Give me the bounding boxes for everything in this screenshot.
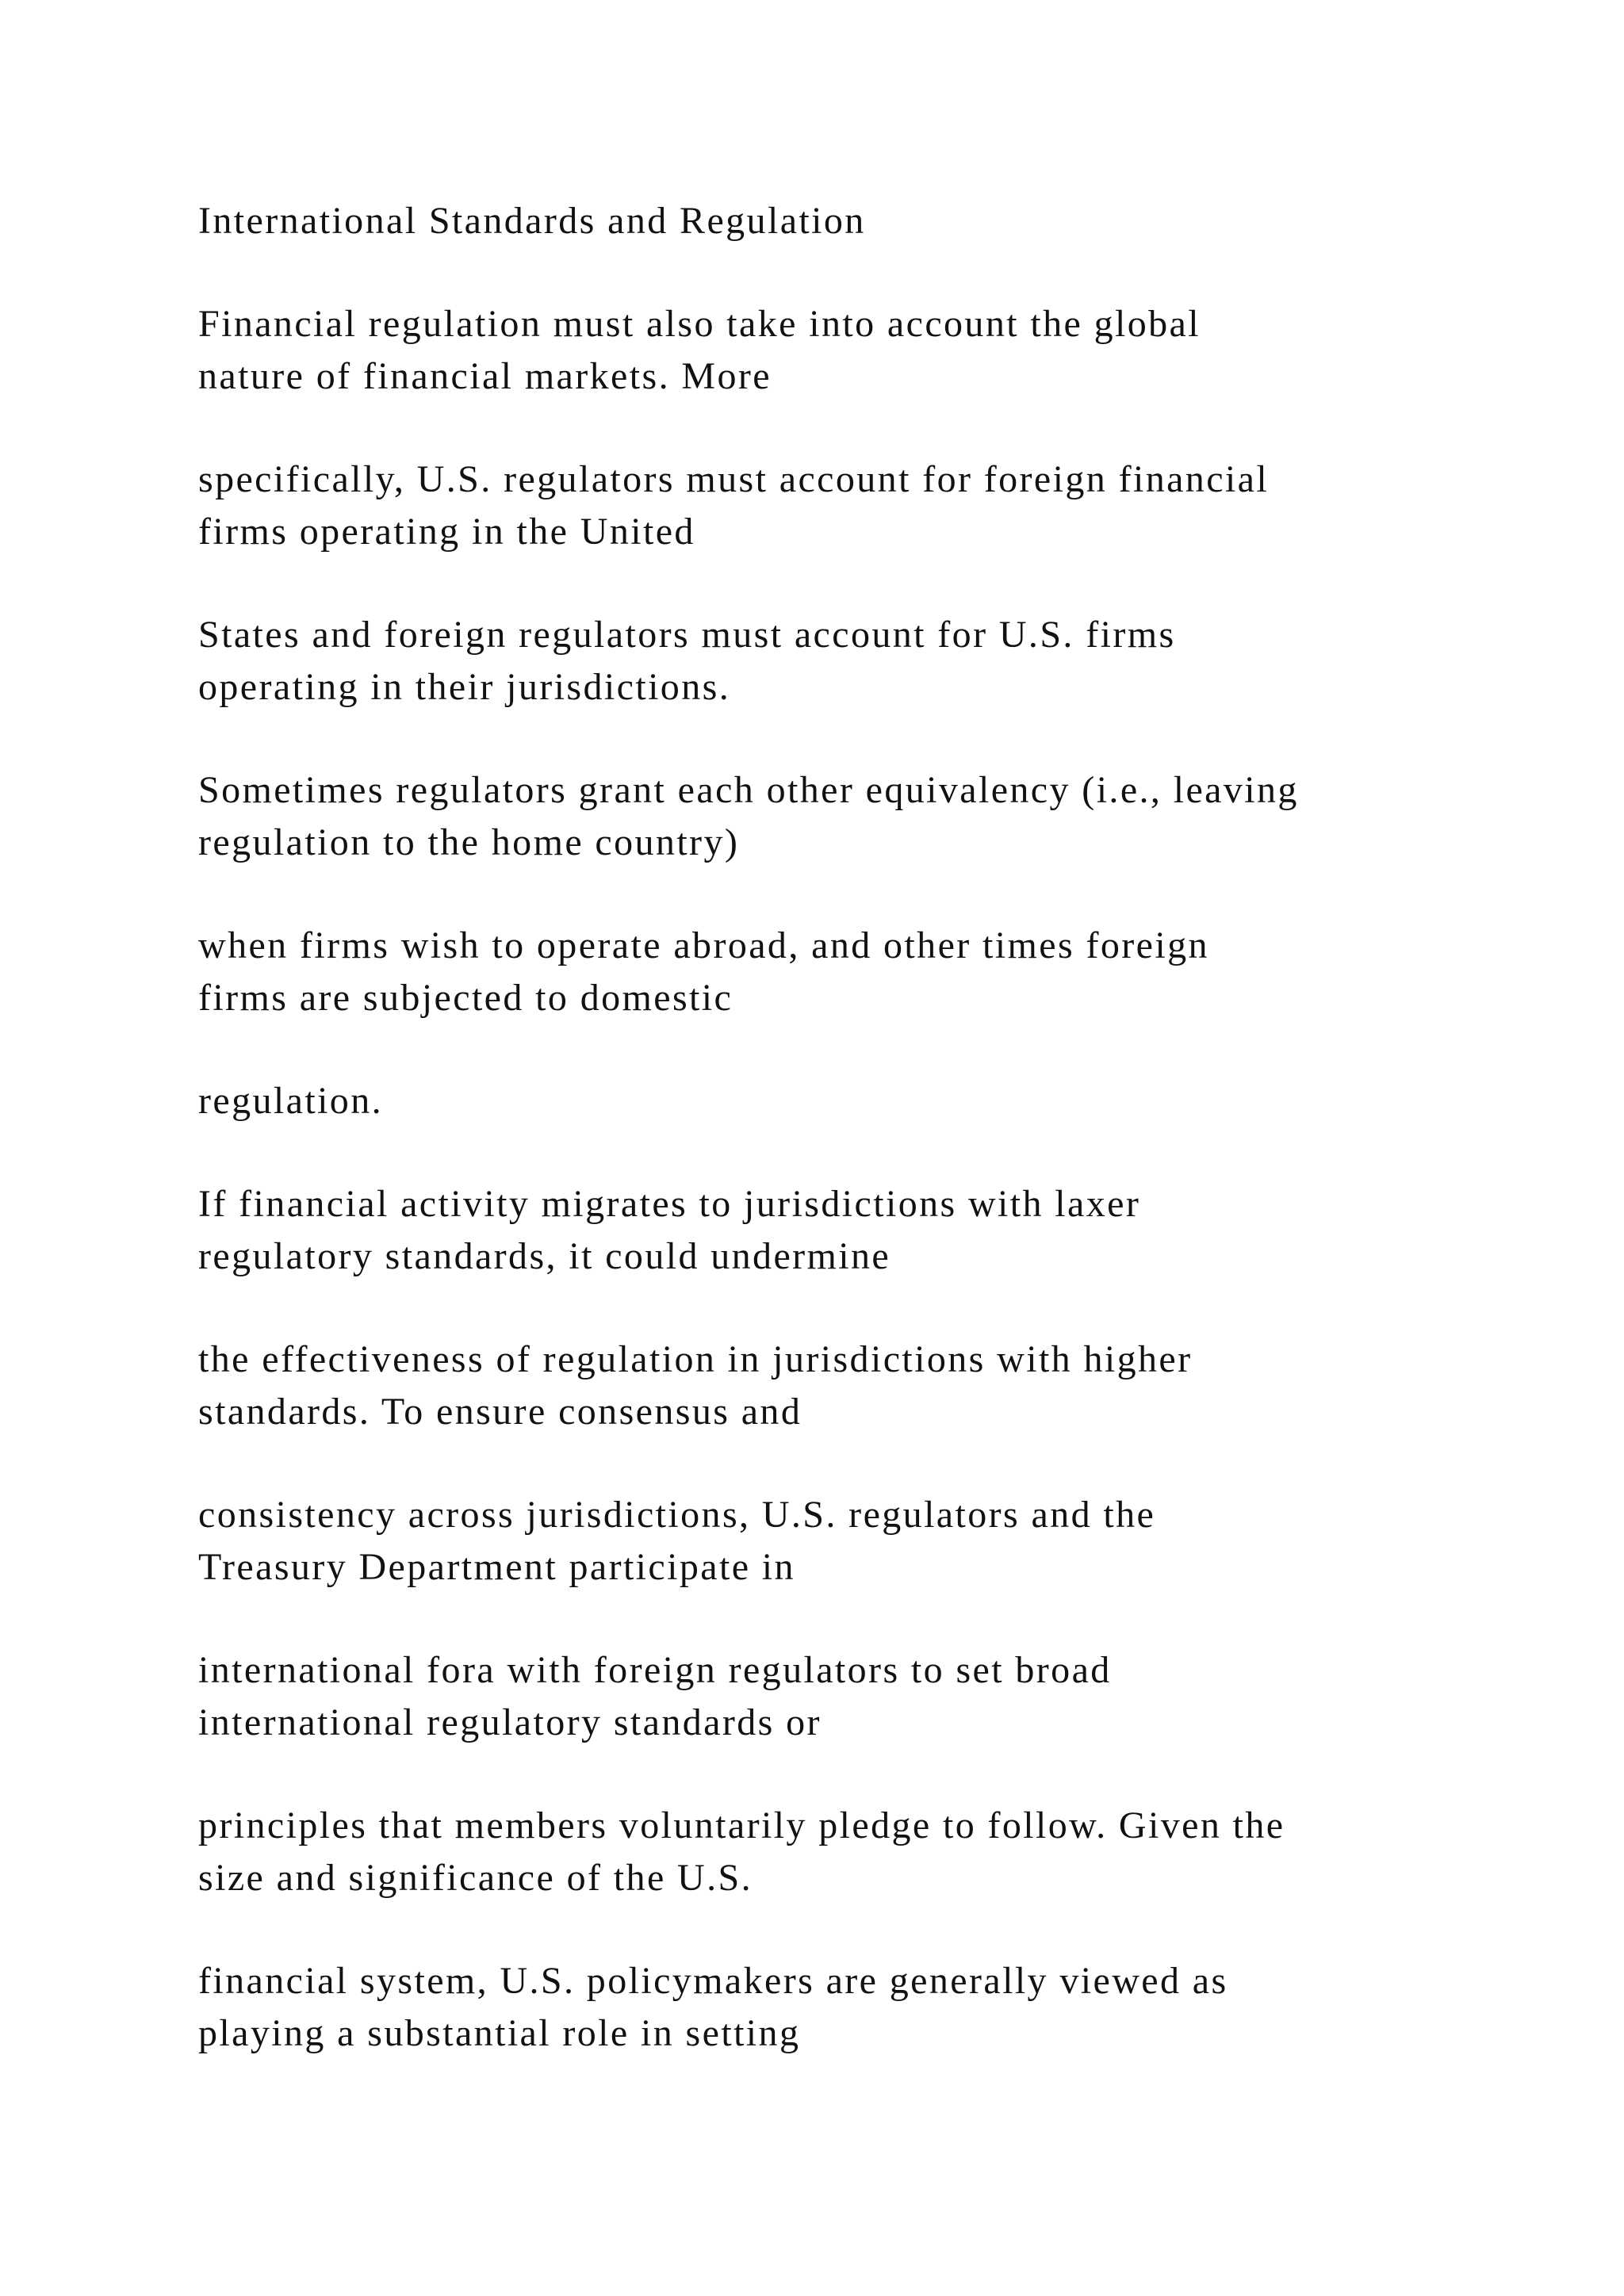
paragraph-line: size and significance of the U.S. [198,1857,753,1899]
paragraph-line: principles that members voluntarily pledge to follow. Given the [198,1804,1285,1846]
paragraph-line: Sometimes regulators grant each other equivalency (i.e., leaving [198,769,1299,811]
paragraph [198,1955,1546,2060]
paragraph-line: firms operating in the United [198,511,695,553]
paragraph-line: nature of financial markets. More [198,355,772,397]
paragraph [198,1489,1546,1594]
paragraph [198,1334,1546,1438]
paragraph-line: States and foreign regulators must account for U.S. firms [198,614,1176,656]
paragraph [198,764,1546,869]
paragraph [198,1075,1546,1127]
paragraph [198,1800,1546,1904]
paragraph-line: specifically, U.S. regulators must account for foreign financial [198,458,1270,500]
paragraph-line: international fora with foreign regulators to set broad [198,1649,1112,1691]
paragraph-line: the effectiveness of regulation in jurisdictions with higher [198,1338,1193,1380]
paragraph-line: international regulatory standards or [198,1701,822,1743]
paragraph-line: Treasury Department participate in [198,1546,795,1588]
paragraph-line: regulatory standards, it could undermine [198,1235,891,1277]
paragraph-line: standards. To ensure consensus and [198,1391,802,1433]
paragraph-line: consistency across jurisdictions, U.S. regulators and the [198,1494,1156,1536]
paragraph-line: financial system, U.S. policymakers are generally viewed as [198,1960,1228,2002]
document-body [198,195,1546,2110]
paragraph [198,298,1546,403]
paragraph [198,1178,1546,1283]
paragraph [198,453,1546,558]
paragraph-line: playing a substantial role in setting [198,2012,801,2054]
paragraph-line: If financial activity migrates to jurisdictions with laxer [198,1183,1141,1225]
paragraph-line: when firms wish to operate abroad, and other times foreign [198,924,1209,966]
paragraph-line: Financial regulation must also take into account the global [198,303,1201,345]
paragraph [198,609,1546,714]
paragraph-line: regulation. [198,1080,384,1122]
paragraph-line: firms are subjected to domestic [198,977,733,1019]
paragraph [198,920,1546,1024]
paragraph [198,1644,1546,1749]
title-line: International Standards and Regulation [198,200,866,242]
paragraph-line: operating in their jurisdictions. [198,666,731,708]
document-title [198,195,1546,247]
paragraph-line: regulation to the home country) [198,821,740,863]
